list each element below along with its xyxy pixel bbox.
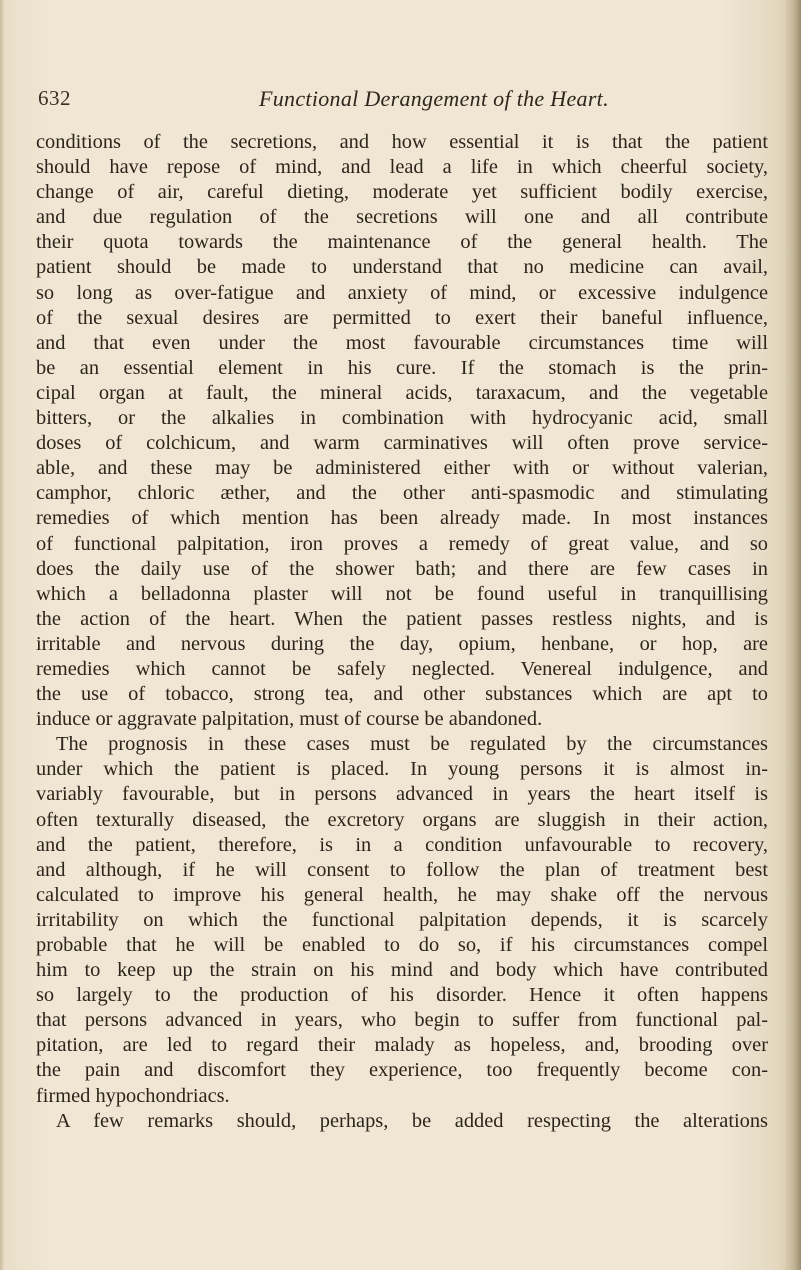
text-line: change of air, careful dieting, moderate yet sufficient bodily exercise, xyxy=(36,181,768,204)
text-line: probable that he will be enabled to do so, if his circumstances compel xyxy=(36,934,768,956)
text-line: him to keep up the strain on his mind and body which have contributed xyxy=(36,959,768,982)
text-line: patient should be made to understand that no medicine can avail, xyxy=(36,256,768,279)
page-number: 632 xyxy=(38,86,71,110)
text-line: doses of colchicum, and warm carminatives will often prove service- xyxy=(36,432,768,455)
page-binding-edge xyxy=(785,0,801,1270)
text-line: of the sexual desires are permitted to exert their baneful influence, xyxy=(36,306,768,329)
text-line: the pain and discomfort they experience, too frequently become con- xyxy=(36,1059,768,1082)
text-line: of functional palpitation, iron proves a remedy of great value, and so xyxy=(36,532,768,555)
text-line: and due regulation of the secretions will one and all contribute xyxy=(36,206,768,229)
page-left-edge xyxy=(0,0,5,1270)
text-line: does the daily use of the shower bath; and there are few cases in xyxy=(36,557,768,580)
text-line: camphor, chloric æther, and the other anti-spasmodic and stimulating xyxy=(36,482,768,505)
text-line: and although, if he will consent to follow the plan of treatment best xyxy=(36,858,768,881)
body-text xyxy=(36,130,768,1134)
text-line: A few remarks should, perhaps, be added respecting the alterations xyxy=(56,1109,768,1132)
text-line: often texturally diseased, the excretory organs are sluggish in their action, xyxy=(36,808,768,831)
text-line: their quota towards the maintenance of the general health. The xyxy=(36,231,768,254)
text-line: conditions of the secretions, and how essential it is that the patient xyxy=(36,131,768,153)
text-line: remedies which cannot be safely neglected. Venereal indulgence, and xyxy=(36,657,768,680)
text-line: be an essential element in his cure. If the stomach is the prin- xyxy=(36,356,768,379)
text-line: irritability on which the functional palpitation depends, it is scarcely xyxy=(36,908,768,931)
text-line: remedies of which mention has been already made. In most instances xyxy=(36,507,768,530)
page-header-title: Functional Derangement of the Heart. xyxy=(259,86,609,111)
text-line: that persons advanced in years, who begin to suffer from functional pal- xyxy=(36,1009,768,1032)
text-line: irritable and nervous during the day, opium, henbane, or hop, are xyxy=(36,632,768,655)
text-line: pitation, are led to regard their malady as hopeless, and, brooding over xyxy=(36,1034,768,1057)
text-line: under which the patient is placed. In young persons it is almost in- xyxy=(36,758,768,781)
text-line: and the patient, therefore, is in a condition unfavourable to recovery, xyxy=(36,833,768,856)
text-line: The prognosis in these cases must be regulated by the circumstances xyxy=(56,733,768,756)
text-line: so long as over-fatigue and anxiety of mind, or excessive indulgence xyxy=(36,281,768,304)
text-line: calculated to improve his general health, he may shake off the nervous xyxy=(36,883,768,906)
text-line: firmed hypochondriacs. xyxy=(36,1084,230,1107)
text-line: induce or aggravate palpitation, must of course be abandoned. xyxy=(36,708,543,731)
text-line: variably favourable, but in persons advanced in years the heart itself is xyxy=(36,783,768,806)
text-line: should have repose of mind, and lead a life in which cheerful society, xyxy=(36,156,768,179)
text-line: the use of tobacco, strong tea, and other substances which are apt to xyxy=(36,683,768,706)
text-line: and that even under the most favourable circumstances time will xyxy=(36,331,768,354)
text-line: bitters, or the alkalies in combination with hydrocyanic acid, small xyxy=(36,407,768,430)
text-line: so largely to the production of his disorder. Hence it often happens xyxy=(36,984,768,1007)
text-line: cipal organ at fault, the mineral acids, taraxacum, and the vegetable xyxy=(36,381,768,404)
text-line: the action of the heart. When the patient passes restless nights, and is xyxy=(36,607,768,630)
text-line: able, and these may be administered either with or without valerian, xyxy=(36,457,768,480)
running-head xyxy=(0,86,801,114)
text-line: which a belladonna plaster will not be found useful in tranquillising xyxy=(36,582,768,605)
